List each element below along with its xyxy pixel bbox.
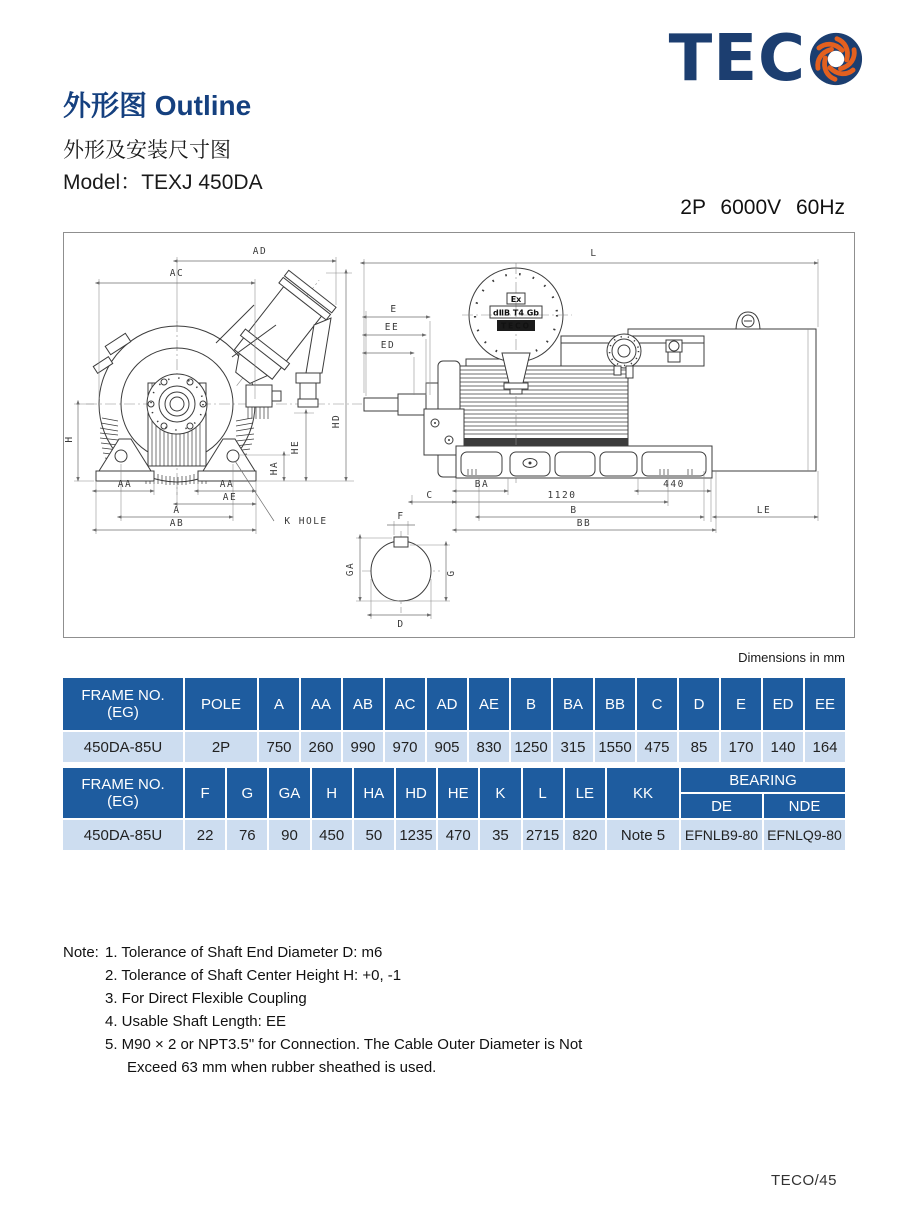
dim-label-ab: AB: [169, 518, 185, 529]
data-cell: 1550: [595, 732, 635, 762]
dim-label-k-hole: K HOLE: [284, 516, 328, 527]
note-item-continuation: Exceed 63 mm when rubber sheathed is used.: [127, 1059, 437, 1076]
table1-data-row: [63, 732, 845, 762]
header-bearing-de: DE: [681, 794, 762, 818]
header-cell: GA: [269, 768, 309, 818]
cert-marking: dⅡB T4 Gb: [493, 308, 539, 318]
header-frame-no: FRAME NO. (EG): [63, 678, 183, 730]
note-item: 5. M90 × 2 or NPT3.5" for Connection. The Cable Outer Diameter is Not: [105, 1036, 583, 1053]
data-cell: 750: [259, 732, 299, 762]
data-cell: 22: [185, 820, 225, 850]
data-cell: EFNLB9-80: [681, 820, 762, 850]
note-item: 3. For Direct Flexible Coupling: [105, 990, 307, 1007]
dim-label-e: E: [390, 304, 398, 315]
dim-label-aa-right: AA: [219, 479, 235, 490]
header-cell: HA: [354, 768, 394, 818]
header-frame-no: FRAME NO. (EG): [63, 768, 183, 818]
dim-label-aa-left: AA: [117, 479, 133, 490]
dim-label-l: L: [590, 248, 598, 259]
dim-label-he: HE: [290, 439, 301, 455]
data-cell: 970: [385, 732, 425, 762]
dim-label-g: G: [446, 569, 457, 577]
dim-label-bb: BB: [576, 518, 592, 529]
data-cell: 315: [553, 732, 593, 762]
header-cell: HE: [438, 768, 478, 818]
header-bearing: BEARING: [681, 768, 845, 792]
dim-label-c: C: [426, 490, 434, 501]
dimensions-note: Dimensions in mm: [738, 650, 845, 665]
dim-label-a: A: [173, 505, 181, 516]
data-cell: EFNLQ9-80: [764, 820, 845, 850]
header-cell: AB: [343, 678, 383, 730]
header-cell: D: [679, 678, 719, 730]
header-cell: LE: [565, 768, 605, 818]
header-bearing-nde: NDE: [764, 794, 845, 818]
header-cell: E: [721, 678, 761, 730]
header-cell: C: [637, 678, 677, 730]
data-cell: 1250: [511, 732, 551, 762]
data-cell: 2P: [185, 732, 257, 762]
data-cell: 164: [805, 732, 845, 762]
model-line: Model：TEXJ 450DA: [63, 171, 263, 194]
dim-label-d: D: [397, 619, 405, 630]
dim-label-f: F: [397, 511, 405, 522]
teco-logo-swirl-icon: [808, 31, 864, 87]
header-cell: G: [227, 768, 267, 818]
dim-label-ba: BA: [474, 479, 490, 490]
breather-device: [666, 340, 682, 352]
note-item: 1. Tolerance of Shaft End Diameter D: m6: [105, 944, 383, 961]
table2-data-row: [63, 820, 845, 850]
teco-logo: [668, 22, 864, 96]
dimension-table-2: [61, 766, 847, 852]
data-cell: 140: [763, 732, 803, 762]
header-cell: HD: [396, 768, 436, 818]
header-cell: A: [259, 678, 299, 730]
dimension-table-1: [61, 676, 847, 764]
data-cell: 450DA-85U: [63, 820, 183, 850]
table1-header-row: [63, 678, 845, 730]
page-subtitle: 外形及安装尺寸图: [63, 139, 231, 162]
dim-label-h: H: [64, 435, 75, 443]
brand-marking: TECO: [500, 321, 532, 331]
dim-label-ac: AC: [169, 268, 185, 279]
side-view: [364, 248, 818, 533]
note-item: 2. Tolerance of Shaft Center Height H: +0, -1: [105, 967, 402, 984]
header-cell: H: [312, 768, 352, 818]
dim-label-ha: HA: [269, 460, 280, 476]
data-cell: Note 5: [607, 820, 679, 850]
data-cell: 820: [565, 820, 605, 850]
header-cell: B: [511, 678, 551, 730]
dim-label-le: LE: [756, 505, 772, 516]
front-view: [64, 246, 362, 534]
dim-label-ad: AD: [252, 246, 268, 257]
data-cell: 450: [312, 820, 352, 850]
data-cell: 470: [438, 820, 478, 850]
header-cell: AD: [427, 678, 467, 730]
data-cell: 1235: [396, 820, 436, 850]
header-cell: F: [185, 768, 225, 818]
dim-label-ed: ED: [380, 340, 396, 351]
dim-label-ee: EE: [384, 322, 400, 333]
data-cell: 90: [269, 820, 309, 850]
footer-page-number: TECO/45: [770, 1172, 837, 1189]
data-cell: 85: [679, 732, 719, 762]
header-cell: AA: [301, 678, 341, 730]
note-line: [63, 941, 582, 964]
header-cell: K: [480, 768, 520, 818]
header-cell: L: [523, 768, 563, 818]
header-cell: BA: [553, 678, 593, 730]
outline-drawing: [63, 232, 855, 638]
header-cell: BB: [595, 678, 635, 730]
data-cell: 35: [480, 820, 520, 850]
ex-marking: Ex: [510, 295, 522, 304]
note-label: Note:: [63, 944, 99, 961]
dim-label-440: 440: [663, 479, 685, 490]
data-cell: 450DA-85U: [63, 732, 183, 762]
header-cell: ED: [763, 678, 803, 730]
dim-label-ga: GA: [345, 561, 356, 577]
data-cell: 2715: [523, 820, 563, 850]
dimension-tables: [61, 676, 847, 852]
dim-label-ae: AE: [222, 492, 238, 503]
data-cell: 905: [427, 732, 467, 762]
data-cell: 990: [343, 732, 383, 762]
header-cell: KK: [607, 768, 679, 818]
dim-label-1120: 1120: [547, 490, 577, 501]
data-cell: 830: [469, 732, 509, 762]
table2-header-row-1: [63, 768, 845, 792]
header-cell: AE: [469, 678, 509, 730]
notes: [63, 941, 582, 1079]
dim-label-hd: HD: [331, 413, 342, 429]
data-cell: 50: [354, 820, 394, 850]
data-cell: 170: [721, 732, 761, 762]
aux-connector: [246, 385, 272, 407]
header-cell: AC: [385, 678, 425, 730]
teco-logo-text: TEC: [668, 22, 806, 96]
shaft-section-view: [345, 511, 457, 630]
data-cell: 76: [227, 820, 267, 850]
page-title: 外形图 Outline: [63, 90, 252, 121]
header-cell: EE: [805, 678, 845, 730]
data-cell: 475: [637, 732, 677, 762]
rating-line: 2P 6000V 60Hz: [680, 196, 845, 219]
header-cell: POLE: [185, 678, 257, 730]
data-cell: 260: [301, 732, 341, 762]
dim-label-b: B: [570, 505, 578, 516]
note-item: 4. Usable Shaft Length: EE: [105, 1013, 286, 1030]
